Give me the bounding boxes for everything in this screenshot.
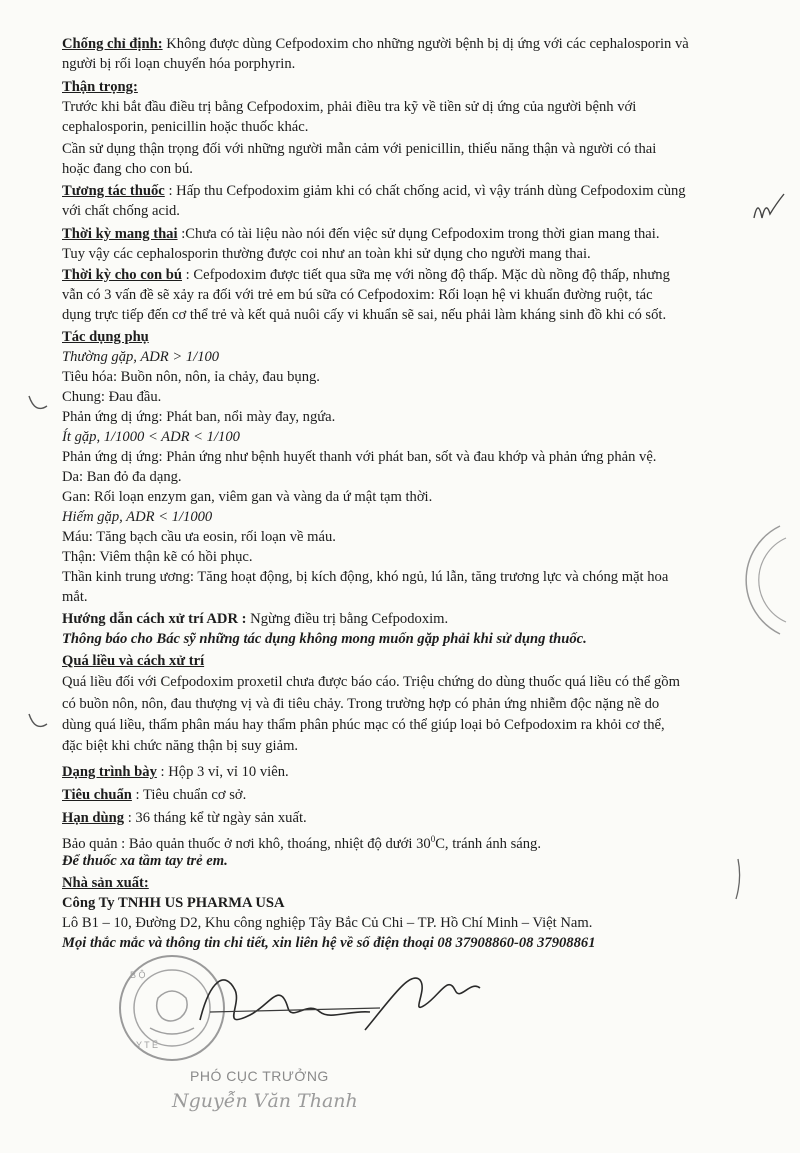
margin-mark: [25, 708, 51, 738]
keep-away-notice: Để thuốc xa tầm tay trẻ em.: [62, 853, 228, 869]
rare-frequency-label: Hiếm gặp, ADR < 1/1000: [62, 509, 213, 525]
lactation-line-1: [62, 266, 762, 285]
overdose-line: đặc biệt khi chức năng thận bị suy giảm.: [62, 738, 299, 754]
adr-management-heading: Hướng dẫn cách xử trí ADR :: [62, 611, 247, 627]
storage-line: [62, 830, 762, 854]
side-effect-item: mắt.: [62, 589, 88, 605]
side-effect-item: Thần kinh trung ương: Tăng hoạt động, bị kích động, khó ngủ, lú lẫn, tăng trương lực và chóng mặt hoa: [62, 569, 669, 585]
manufacturer-name: Công Ty TNHH US PHARMA USA: [62, 895, 285, 911]
precautions-heading: Thận trọng:: [62, 79, 138, 95]
pregnancy-heading: Thời kỳ mang thai: [62, 226, 178, 242]
margin-initials: [748, 188, 793, 238]
signatory-title: PHÓ CỤC TRƯỞNG: [190, 1068, 329, 1084]
contraindication-line-2: người bị rối loạn chuyển hóa porphyrin.: [62, 56, 296, 72]
side-effect-item: Tiêu hóa: Buồn nôn, nôn, ỉa chảy, đau bụng.: [62, 369, 320, 385]
interactions-text: : Hấp thu Cefpodoxim giảm khi có chất chống acid, vì vậy tránh dùng Cefpodoxim cùng: [164, 183, 686, 199]
expiry-text: : 36 tháng kể từ ngày sản xuất.: [124, 810, 307, 826]
side-effect-item: Chung: Đau đầu.: [62, 389, 162, 405]
side-effect-item: Phản ứng dị ứng: Phát ban, nổi mày đay, ngứa.: [62, 409, 336, 425]
adr-management-line: [62, 610, 762, 629]
lactation-line-2: vẫn có 3 vấn đề sẽ xảy ra đối với trẻ em bú sữa có Cefpodoxim: Rối loạn hệ vi khuẩn đường ruột, tác: [62, 287, 653, 303]
expiry-line: [62, 809, 762, 828]
precautions-line: cephalosporin, penicillin hoặc thuốc khác.: [62, 119, 309, 135]
lactation-heading: Thời kỳ cho con bú: [62, 267, 183, 283]
common-frequency-label: Thường gặp, ADR > 1/100: [62, 349, 220, 365]
manufacturer-address: Lô B1 – 10, Đường D2, Khu công nghiệp Tây Bắc Củ Chi – TP. Hồ Chí Minh – Việt Nam.: [62, 915, 593, 931]
side-effect-item: Da: Ban đỏ đa dạng.: [62, 469, 182, 485]
adr-management-text: Ngừng điều trị bằng Cefpodoxim.: [246, 611, 449, 627]
dosage-form-heading: Dạng trình bày: [62, 764, 157, 780]
interactions-line-1: [62, 182, 762, 201]
interactions-heading: Tương tác thuốc: [62, 183, 165, 199]
handwritten-signature: [180, 960, 510, 1040]
signatory-name: Nguyễn Văn Thanh: [172, 1090, 358, 1112]
dosage-form-text: : Hộp 3 vỉ, vỉ 10 viên.: [156, 764, 289, 780]
margin-mark: [25, 390, 51, 420]
lactation-text: : Cefpodoxim được tiết qua sữa mẹ với nồng độ thấp. Mặc dù nồng độ thấp, nhưng: [182, 267, 670, 283]
interactions-line-2: với chất chống acid.: [62, 203, 180, 219]
pregnancy-text: :Chưa có tài liệu nào nói đến việc sử dụng Cefpodoxim trong thời gian mang thai.: [177, 226, 660, 242]
partial-stamp-right: [710, 520, 790, 640]
precautions-line: hoặc đang cho con bú.: [62, 161, 193, 177]
storage-degree: 0: [430, 834, 436, 844]
contraindication-line-1: [62, 35, 762, 54]
manufacturer-heading: Nhà sản xuất:: [62, 875, 149, 891]
precautions-line: Trước khi bắt đầu điều trị bằng Cefpodoxim, phải điều tra kỹ về tiền sử dị ứng của người bệnh với: [62, 99, 637, 115]
contraindication-heading: Chống chỉ định:: [62, 36, 163, 52]
svg-text:Y T Ế: Y T Ế: [136, 1040, 159, 1050]
pregnancy-line-2: Tuy vậy các cephalosporin thường được coi như an toàn khi sử dụng cho người mang thai.: [62, 246, 591, 262]
storage-text: Bảo quản : Bảo quản thuốc ở nơi khô, thoáng, nhiệt độ dưới 30: [62, 835, 431, 852]
overdose-line: dùng quá liều, thẩm phân máu hay thẩm phân phúc mạc có thể giúp loại bỏ Cefpodoxim ra khỏi cơ thể,: [62, 717, 665, 733]
standard-line: [62, 786, 762, 805]
overdose-line: Quá liều đối với Cefpodoxim proxetil chưa được báo cáo. Triệu chứng do dùng thuốc quá liều có thể gồm: [62, 674, 680, 690]
pregnancy-line-1: [62, 225, 762, 244]
side-effect-item: Máu: Tăng bạch cầu ưa eosin, rối loạn về máu.: [62, 529, 336, 545]
side-effects-heading: Tác dụng phụ: [62, 329, 149, 345]
manufacturer-contact: Mọi thắc mắc và thông tin chi tiết, xin liên hệ về số điện thoại 08 37908860-08 37908861: [62, 935, 596, 951]
svg-text:B Ộ: B Ộ: [130, 970, 146, 980]
dosage-form-line: [62, 763, 762, 782]
storage-text-end: C, tránh ánh sáng.: [435, 835, 541, 852]
lactation-line-3: dụng trực tiếp đến cơ thể trẻ và kết quả nuôi cấy vi khuẩn sẽ sai, nếu phải làm kháng sinh đồ khi có sốt.: [62, 307, 667, 323]
standard-heading: Tiêu chuẩn: [62, 787, 132, 803]
side-effect-item: Thận: Viêm thận kẽ có hồi phục.: [62, 549, 253, 565]
uncommon-frequency-label: Ít gặp, 1/1000 < ADR < 1/100: [62, 429, 240, 445]
standard-text: : Tiêu chuẩn cơ sở.: [131, 787, 247, 803]
overdose-heading: Quá liều và cách xử trí: [62, 653, 205, 669]
adr-notice: Thông báo cho Bác sỹ những tác dụng không mong muốn gặp phải khi sử dụng thuốc.: [62, 631, 587, 647]
expiry-heading: Hạn dùng: [62, 810, 125, 826]
precautions-line: Cần sử dụng thận trọng đối với những người mẫn cảm với penicillin, thiểu năng thận và người có thai: [62, 141, 657, 157]
side-effect-item: Gan: Rối loạn enzym gan, viêm gan và vàng da ứ mật tạm thời.: [62, 489, 433, 505]
overdose-line: có buồn nôn, nôn, đau thượng vị và đi tiêu chảy. Trong trường hợp có phản ứng nhiễm độc nặng nề do: [62, 696, 660, 712]
margin-mark: [728, 855, 748, 905]
contraindication-text: Không được dùng Cefpodoxim cho những người bệnh bị dị ứng với các cephalosporin và: [162, 36, 689, 52]
side-effect-item: Phản ứng dị ứng: Phản ứng như bệnh huyết thanh với phát ban, sốt và đau khớp và phản ứng phản vệ.: [62, 449, 657, 465]
